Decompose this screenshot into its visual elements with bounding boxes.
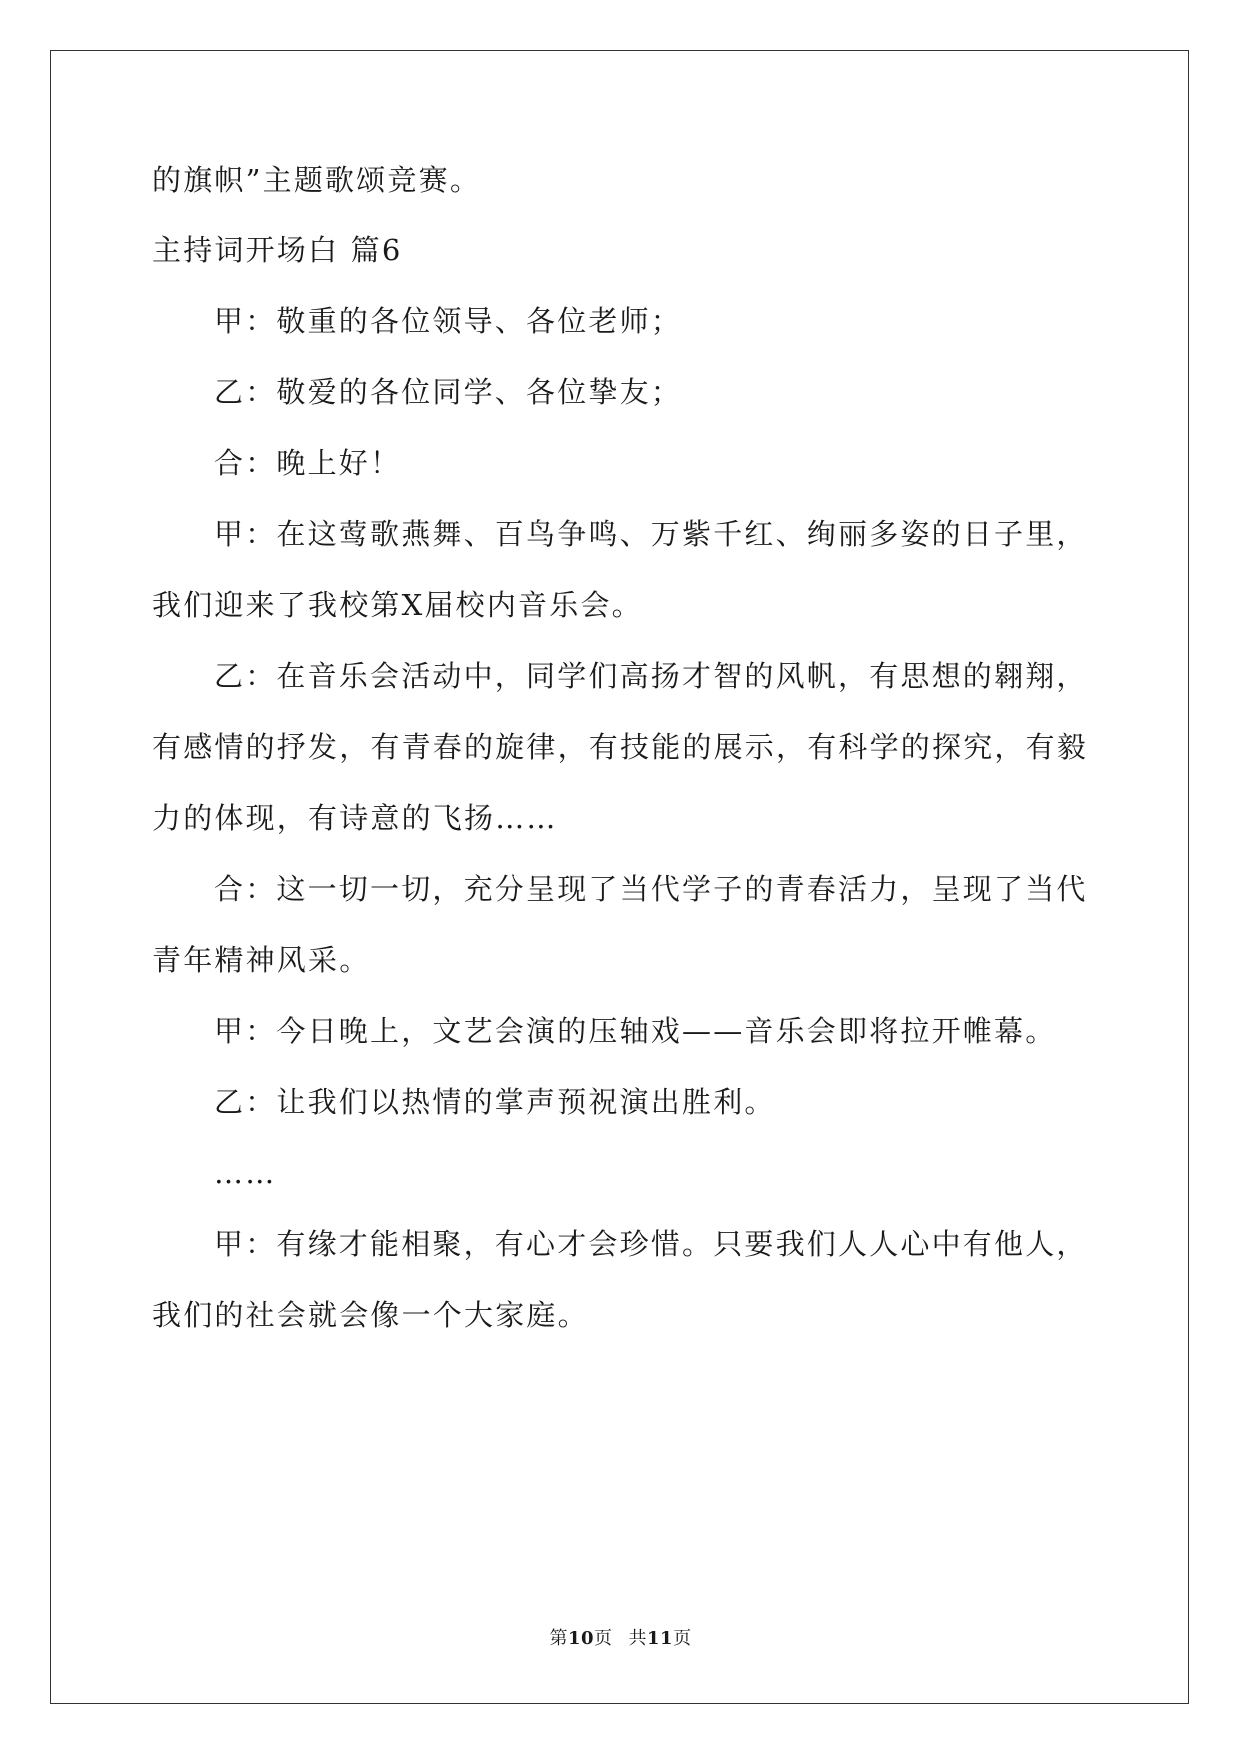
- page-total: 11: [647, 1628, 674, 1649]
- text-line: 甲：有缘才能相聚，有心才会珍惜。只要我们人人心中有他人，: [214, 1227, 1088, 1261]
- page-number: 10: [567, 1628, 594, 1649]
- text-line: 我们迎来了我校第X届校内音乐会。: [152, 588, 643, 622]
- page-footer: [0, 1624, 1241, 1650]
- text-line: 甲：今日晚上，文艺会演的压轴戏——音乐会即将拉开帷幕。: [214, 1014, 1057, 1048]
- text-line: 力的体现，有诗意的飞扬……: [152, 801, 558, 835]
- text-line: 合：晚上好！: [214, 446, 402, 480]
- text-line: 合：这一切一切，充分呈现了当代学子的青春活力，呈现了当代: [214, 872, 1088, 906]
- page-unit: 页: [594, 1628, 613, 1649]
- text-line: ……: [214, 1156, 277, 1190]
- text-line: 甲：敬重的各位领导、各位老师；: [214, 304, 683, 338]
- text-line: 乙：敬爱的各位同学、各位挚友；: [214, 375, 683, 409]
- section-heading: 主持词开场白 篇6: [152, 233, 403, 267]
- text-line: 的旗帜”主题歌颂竞赛。: [152, 163, 482, 197]
- text-line: 青年精神风采。: [152, 943, 371, 977]
- page-prefix: 第: [549, 1628, 568, 1649]
- text-line: 有感情的抒发，有青春的旋律，有技能的展示，有科学的探究，有毅: [152, 730, 1089, 764]
- text-line: 乙：让我们以热情的掌声预祝演出胜利。: [214, 1085, 776, 1119]
- total-unit: 页: [673, 1628, 692, 1649]
- text-line: 我们的社会就会像一个大家庭。: [152, 1298, 589, 1332]
- text-line: 甲：在这莺歌燕舞、百鸟争鸣、万紫千红、绚丽多姿的日子里，: [214, 517, 1088, 551]
- total-prefix: 共: [628, 1628, 647, 1649]
- text-line: 乙：在音乐会活动中，同学们高扬才智的风帆，有思想的翱翔，: [214, 659, 1088, 693]
